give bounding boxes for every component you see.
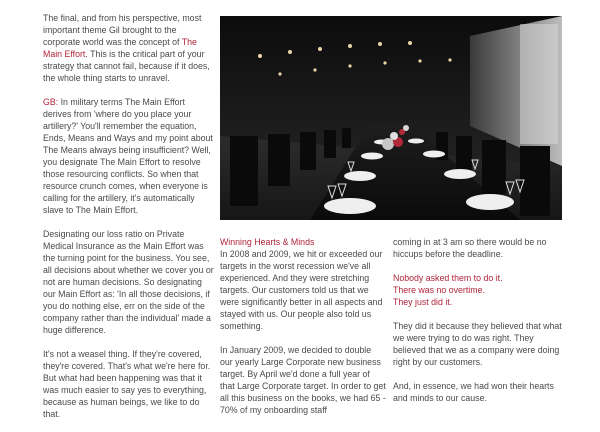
middle-text-column (220, 236, 386, 428)
speaker-label: GB: (43, 97, 59, 107)
weasel-paragraph: It's not a weasel thing. If they're covered, they're covered. That's what we're here for. But what had been happening was that it was much easier to say yes to everything, because as human beings, we like to do that. (43, 349, 211, 419)
deadline-paragraph: coming in at 3 am so there would be no hiccups before the deadline. (393, 237, 547, 259)
conclusion-paragraph: And, in essence, we had won their hearts and minds to our cause. (393, 381, 554, 403)
intro-paragraph: The final, and from his perspective, most important theme Gil brought to the corporate world was the concept of The Main Effort. This is the critical part of your strategy that cannot fail, because if it does, the whole thing starts to unravel. (43, 13, 210, 83)
banquet-table-image (220, 16, 562, 220)
callout-line-3: They just did it. (393, 297, 453, 307)
main-effort-highlight: The Main Effort (43, 37, 197, 59)
left-text-column (43, 12, 215, 432)
belief-paragraph: They did it because they believed that what we were trying to do was right. They believed that we as a company were doing right by our customers. (393, 321, 562, 367)
january-paragraph: In January 2009, we decided to double our yearly Large Corporate new business target. By April we'd done a full year of that Large Corporate target. In order to get all this business on the books, we had 65 - 70% of my onboarding staff (220, 345, 386, 415)
callout-line-1: Nobody asked them to do it. (393, 273, 503, 283)
section-heading: Winning Hearts & Minds (220, 237, 315, 247)
loss-ratio-paragraph: Designating our loss ratio on Private Medical Insurance as the Main Effort was the turning point for the business. You see, all decisions about whether we cover you or not are human decisions. So designating our Main Effort as: 'In all those decisions, if you do nothing else, err on the side of the company rather than the individual' made a huge difference. (43, 229, 214, 335)
dining-room-photo (220, 16, 562, 220)
callout-lines (393, 272, 563, 308)
callout-line-2: There was no overtime. (393, 285, 485, 295)
gb-quote-paragraph: GB: In military terms The Main Effort derives from 'where do you place your artillery?' You'll remember the equation, Ends, Means and Ways and my point about The Means always being insufficient? Well, you designate The Main Effort to resolve those resourcing conflicts. So when that resource crunch comes, when everyone is calling for the artillery, it's automatically slave to The Main Effort. (43, 97, 213, 215)
targets-paragraph: In 2008 and 2009, we hit or exceeded our targets in the worst recession we've all experienced. And they were stretching targets. Our customers told us that we were significantly better in all aspects and stayed with us. Our people also told us something. (220, 249, 383, 331)
right-text-column (393, 236, 563, 416)
